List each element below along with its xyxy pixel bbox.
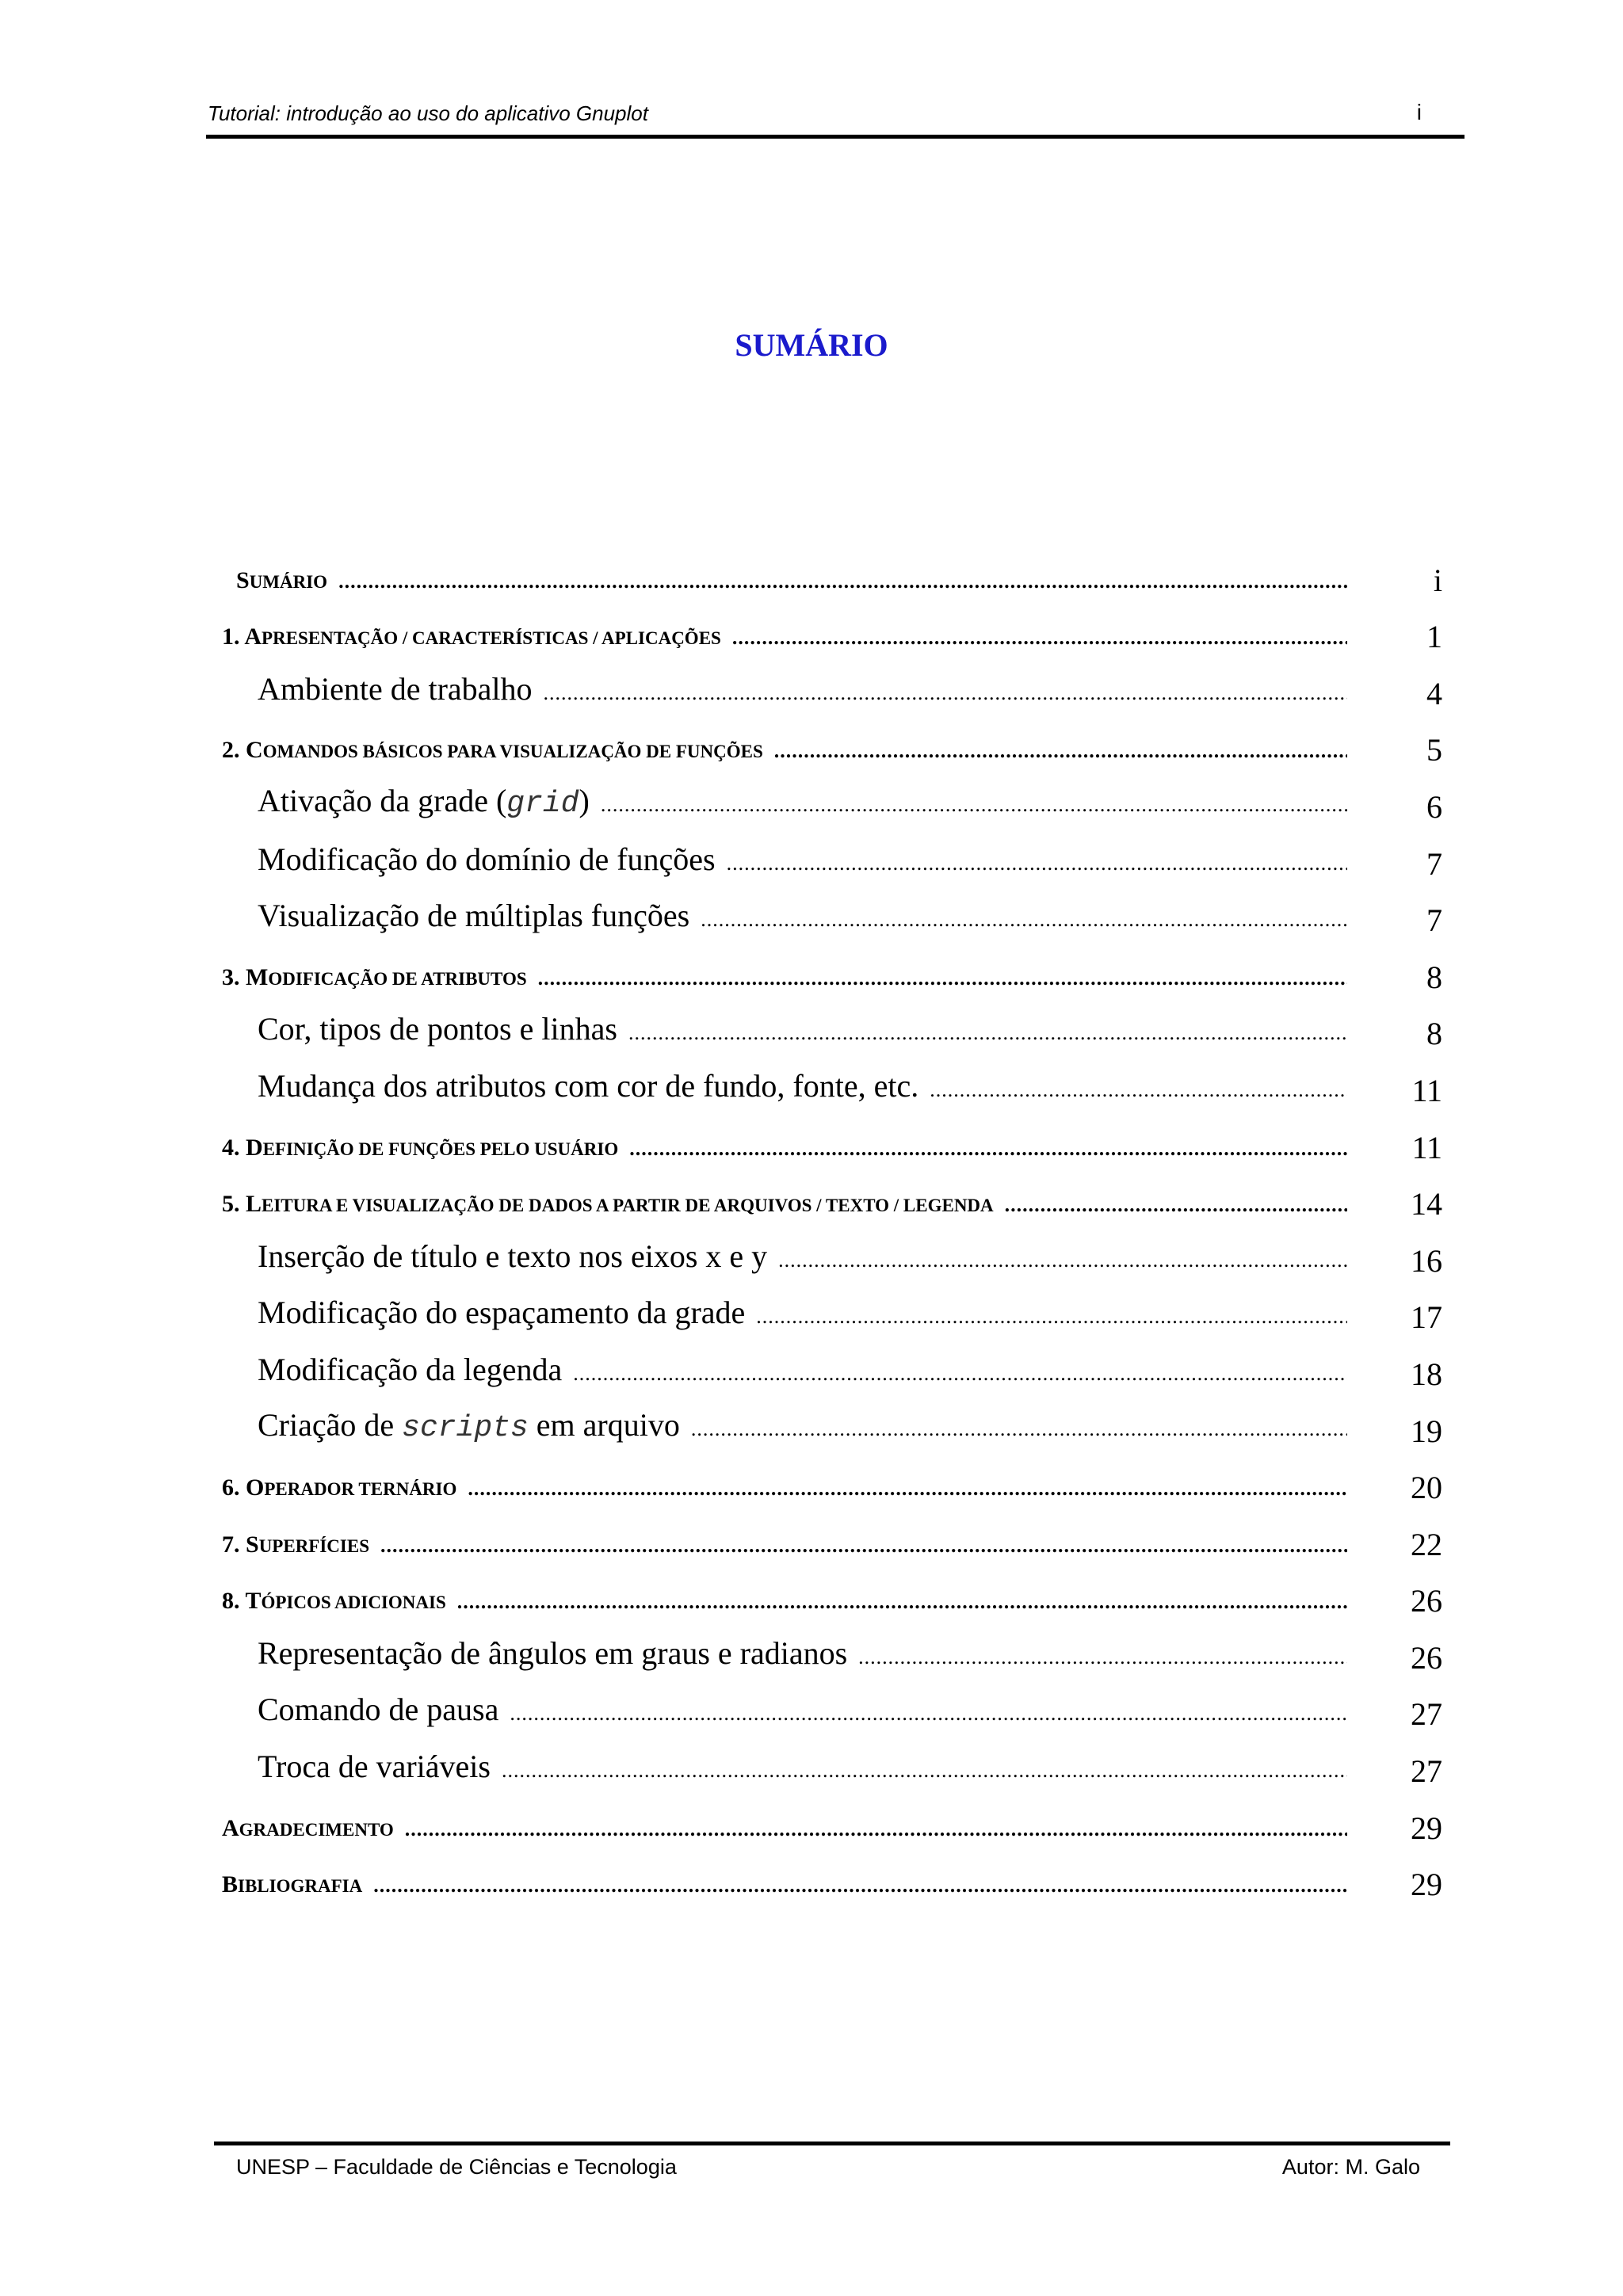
toc-page-number: 27	[1411, 1753, 1442, 1790]
toc-page-number: 4	[1426, 675, 1442, 711]
toc-entry-title	[258, 1010, 617, 1047]
toc-entry-line	[222, 1474, 1347, 1501]
toc-entry-initial: O	[246, 1474, 265, 1501]
toc-entry-initial: S	[246, 1531, 259, 1558]
toc-entry-line	[258, 1010, 1347, 1047]
footer-institution: UNESP – Faculdade de Ciências e Tecnologia	[236, 2155, 677, 2179]
dot-leader	[628, 1021, 1347, 1045]
header-page-number: i	[1416, 100, 1422, 124]
toc-page-number: 18	[1411, 1356, 1442, 1392]
toc-entry-title	[258, 1351, 562, 1388]
toc-entry-text: Modificação do domínio de funções	[258, 841, 716, 877]
toc-page-number: 26	[1411, 1583, 1442, 1619]
toc-entry-title	[222, 1135, 618, 1161]
dot-leader	[732, 626, 1347, 650]
toc-entry-text: Criação de	[258, 1406, 403, 1443]
toc-page-number: i	[1433, 562, 1442, 598]
toc-entry-code: grid	[506, 786, 579, 821]
dot-leader	[691, 1417, 1347, 1441]
toc-entry-line	[222, 624, 1347, 650]
toc-entry-smallcaps: PERADOR TERNÁRIO	[264, 1479, 457, 1500]
toc-entry-title	[222, 1531, 369, 1558]
toc-entry-text: Visualização de múltiplas funções	[258, 898, 690, 934]
toc-page-number: 17	[1411, 1299, 1442, 1336]
toc-entry-title	[222, 737, 763, 764]
toc-entry[interactable]	[222, 1116, 1442, 1173]
toc-entry-title	[258, 1294, 745, 1331]
toc-entry-initial: L	[246, 1191, 262, 1218]
toc-page-number: 5	[1426, 732, 1442, 769]
toc-entry-smallcaps: PRESENTAÇÃO / CARACTERÍSTICAS / APLICAÇÕES	[262, 628, 721, 649]
toc-page-number: 14	[1411, 1186, 1442, 1222]
toc-entry-line	[222, 737, 1347, 764]
toc-page-number: 8	[1426, 1016, 1442, 1052]
toc-entry-text: Ativação da grade (	[258, 782, 507, 818]
toc-entry-number: 5.	[222, 1191, 246, 1218]
toc-entry-line	[258, 1238, 1347, 1275]
toc-entry-title	[222, 624, 721, 650]
toc-entry[interactable]	[222, 1002, 1442, 1059]
toc-entry-number: 2.	[222, 737, 246, 764]
toc-entry[interactable]	[222, 1456, 1442, 1513]
toc-entry-line	[222, 1191, 1347, 1218]
toc-entry-initial: M	[246, 963, 269, 990]
dot-leader	[756, 1305, 1347, 1329]
toc-entry-line	[258, 1406, 1347, 1445]
toc-entry[interactable]	[222, 1796, 1442, 1853]
toc-entry-title	[222, 1815, 394, 1842]
toc-entry-text: Representação de ângulos em graus e radianos	[258, 1634, 848, 1671]
toc-entry-initial: T	[245, 1588, 262, 1615]
dot-leader	[727, 852, 1347, 875]
toc-entry-smallcaps: ODIFICAÇÃO DE ATRIBUTOS	[268, 968, 527, 989]
toc-page-number: 19	[1411, 1413, 1442, 1449]
toc-entry-smallcaps: EITURA E VISUALIZAÇÃO DE DADOS A PARTIR DE ARQUIVOS / TEXTO / LEGENDA	[262, 1196, 994, 1216]
toc-entry[interactable]	[222, 889, 1442, 946]
toc-entry[interactable]	[222, 1739, 1442, 1796]
toc-entry[interactable]	[222, 1173, 1442, 1230]
toc-page-number: 20	[1411, 1470, 1442, 1506]
toc-entry-title	[258, 1691, 498, 1728]
toc-entry-text: Troca de variáveis	[258, 1749, 491, 1785]
toc-entry-title	[258, 841, 716, 878]
toc-entry-initial: A	[244, 624, 262, 650]
toc-entry-title	[222, 964, 527, 991]
toc-entry-line	[222, 1815, 1347, 1842]
toc-entry-title	[258, 670, 533, 707]
toc-entry[interactable]	[222, 945, 1442, 1002]
toc-entry-number: 1.	[222, 624, 245, 650]
dot-leader	[774, 739, 1347, 763]
toc-entry-title	[258, 1748, 491, 1785]
header-title: Tutorial: introdução ao uso do aplicativo Gnuplot	[208, 101, 648, 125]
toc-entry-title	[258, 1067, 918, 1104]
toc-entry-line	[258, 1748, 1347, 1785]
toc-entry[interactable]	[222, 1286, 1442, 1343]
toc-entry-text: Modificação da legenda	[258, 1351, 563, 1387]
toc-page-number: 7	[1426, 902, 1442, 939]
toc-entry[interactable]	[222, 1853, 1442, 1910]
toc-entry-number: 7.	[222, 1531, 246, 1558]
toc-page-number: 7	[1426, 845, 1442, 882]
toc-entry[interactable]	[222, 775, 1442, 832]
toc-entry-line	[258, 1351, 1347, 1388]
dot-leader	[601, 793, 1347, 817]
toc-page-number: 11	[1411, 1072, 1442, 1108]
toc-page-number: 8	[1426, 959, 1442, 995]
dot-leader	[338, 570, 1347, 593]
toc-entry-line	[222, 1588, 1347, 1615]
toc-entry-text-after: )	[579, 782, 590, 818]
toc-entry-smallcaps: IBLIOGRAFIA	[238, 1876, 363, 1897]
toc-entry-text: Modificação do espaçamento da grade	[258, 1295, 746, 1331]
toc-entry-code: scripts	[402, 1410, 529, 1445]
toc-entry-line	[258, 1067, 1347, 1104]
toc-page-number: 16	[1411, 1242, 1442, 1279]
toc-entry-text-after: em arquivo	[528, 1406, 680, 1443]
toc-entry-title	[222, 1871, 362, 1898]
dot-leader	[538, 967, 1347, 990]
toc-entry-text: Mudança dos atributos com cor de fundo, fonte, etc.	[258, 1067, 919, 1104]
toc-entry-text: Comando de pausa	[258, 1691, 499, 1728]
toc-page-number: 1	[1426, 619, 1442, 655]
toc-entry-text: Ambiente de trabalho	[258, 670, 533, 707]
toc-entry-title	[258, 1238, 767, 1275]
dot-leader	[457, 1590, 1347, 1614]
toc-entry-number: 6.	[222, 1474, 246, 1501]
page-footer	[214, 2142, 1450, 2185]
dot-leader	[380, 1534, 1347, 1558]
toc-entry-title	[222, 1588, 446, 1615]
toc-entry-initial: B	[222, 1871, 239, 1898]
toc-entry[interactable]	[222, 1058, 1442, 1116]
toc-entry-line	[258, 841, 1347, 878]
toc-entry-line	[258, 1634, 1347, 1672]
toc-entry-line	[236, 567, 1347, 594]
dot-leader	[544, 681, 1347, 705]
toc-entry-line	[222, 1531, 1347, 1558]
toc-entry-title	[222, 1474, 456, 1501]
toc-entry-title	[236, 567, 327, 594]
dot-leader	[930, 1078, 1347, 1102]
dot-leader	[405, 1817, 1347, 1841]
toc-page-number: 6	[1426, 788, 1442, 825]
toc-entry[interactable]	[222, 1229, 1442, 1286]
toc-entry-number: 3.	[222, 963, 246, 990]
dot-leader	[701, 908, 1347, 932]
dot-leader	[373, 1874, 1347, 1897]
toc-entry-smallcaps: GRADECIMENTO	[239, 1819, 394, 1840]
toc-entry-title	[258, 1634, 847, 1672]
toc-entry[interactable]	[222, 719, 1442, 776]
dot-leader	[510, 1702, 1347, 1726]
toc-page-number: 11	[1411, 1129, 1442, 1165]
toc-entry[interactable]	[222, 662, 1442, 719]
dot-leader	[1005, 1193, 1347, 1217]
toc-page-number: 29	[1411, 1867, 1442, 1903]
toc-page-number: 22	[1411, 1526, 1442, 1562]
toc-entry-line	[258, 897, 1347, 934]
dot-leader	[468, 1477, 1347, 1501]
toc-entry-smallcaps: ÓPICOS ADICIONAIS	[261, 1592, 446, 1613]
toc-entry[interactable]	[222, 832, 1442, 889]
toc-entry-title	[258, 1406, 680, 1445]
toc-entry-text: Inserção de título e texto nos eixos x e y	[258, 1238, 768, 1274]
toc-entry[interactable]	[222, 1626, 1442, 1683]
toc-entry-smallcaps: UMÁRIO	[249, 571, 328, 592]
toc-entry-smallcaps: OMANDOS BÁSICOS PARA VISUALIZAÇÃO DE FUNÇÕES	[262, 742, 763, 762]
page-title: SUMÁRIO	[735, 327, 888, 363]
toc-entry-line	[258, 1294, 1347, 1331]
toc-entry-initial: A	[222, 1814, 239, 1841]
dot-leader	[502, 1759, 1347, 1783]
toc-entry-text: Cor, tipos de pontos e linhas	[258, 1011, 617, 1047]
toc-entry[interactable]	[222, 1342, 1442, 1399]
toc-entry-line	[222, 964, 1347, 991]
table-of-contents	[222, 548, 1442, 1909]
toc-entry[interactable]	[222, 1512, 1442, 1569]
toc-entry-title	[222, 1191, 994, 1218]
toc-entry[interactable]	[222, 1569, 1442, 1627]
toc-page-number: 27	[1411, 1696, 1442, 1733]
page-header	[206, 95, 1465, 139]
toc-page-number: 29	[1411, 1810, 1442, 1846]
toc-page-number: 26	[1411, 1639, 1442, 1676]
toc-entry-initial: C	[246, 737, 263, 764]
toc-entry[interactable]	[222, 548, 1442, 605]
toc-entry-title	[258, 782, 590, 821]
toc-entry-line	[258, 782, 1347, 821]
toc-entry-number: 8.	[222, 1588, 246, 1615]
toc-entry-initial: S	[236, 566, 250, 593]
toc-entry[interactable]	[222, 1683, 1442, 1740]
toc-entry[interactable]	[222, 605, 1442, 662]
toc-entry-smallcaps: EFINIÇÃO DE FUNÇÕES PELO USUÁRIO	[262, 1138, 619, 1159]
toc-entry-title	[258, 897, 689, 934]
toc-entry-line	[258, 1691, 1347, 1728]
toc-entry-line	[222, 1135, 1347, 1161]
footer-author: Autor: M. Galo	[1281, 2155, 1420, 2179]
toc-entry-line	[222, 1871, 1347, 1898]
toc-entry[interactable]	[222, 1399, 1442, 1456]
toc-entry-number: 4.	[222, 1134, 246, 1161]
toc-entry-smallcaps: UPERFÍCIES	[258, 1535, 369, 1556]
dot-leader	[858, 1646, 1347, 1669]
dot-leader	[629, 1137, 1347, 1161]
toc-entry-line	[258, 670, 1347, 707]
toc-entry-initial: D	[246, 1134, 263, 1161]
dot-leader	[573, 1362, 1347, 1386]
dot-leader	[778, 1249, 1347, 1272]
